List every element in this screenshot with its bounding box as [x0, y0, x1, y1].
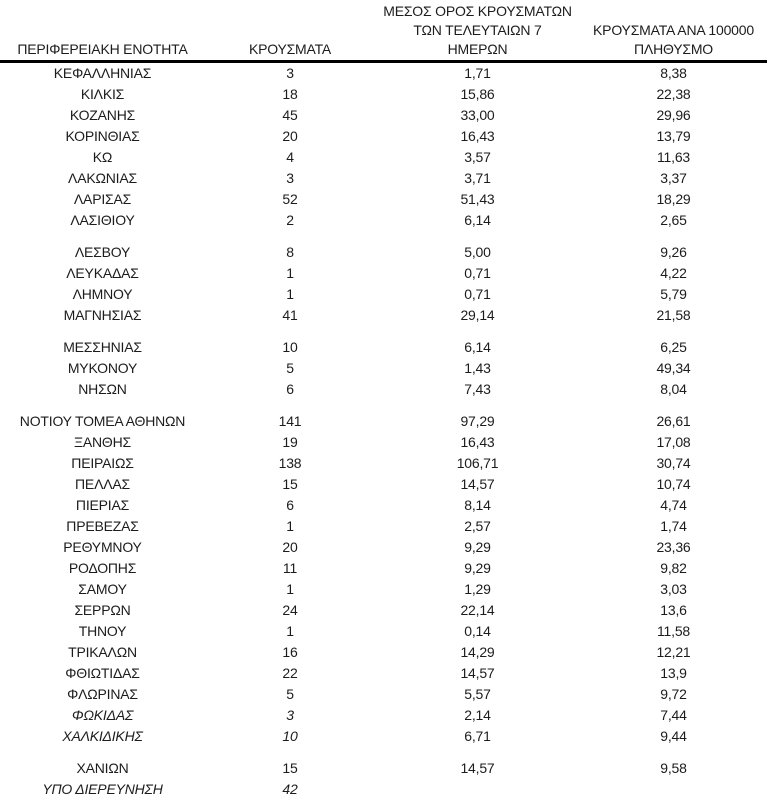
region-cell: ΠΙΕΡΙΑΣ [75, 497, 130, 513]
cases-cell: 20 [282, 128, 298, 144]
avg7-cell: 29,14 [460, 307, 495, 323]
column-header-cases [205, 0, 375, 62]
table-row [0, 105, 767, 126]
region-cell: ΧΑΛΚΙΔΙΚΗΣ [62, 728, 143, 744]
avg7-cell: 2,57 [464, 518, 491, 534]
per100k-cell: 7,44 [660, 707, 687, 723]
avg7-cell: 16,43 [460, 128, 495, 144]
table-row [0, 284, 767, 305]
region-cell: ΡΕΘΥΜΝΟΥ [63, 539, 142, 555]
avg7-cell: 6,14 [464, 339, 491, 355]
cases-cell: 42 [282, 781, 298, 797]
table-row [0, 705, 767, 726]
region-cell: ΚΕΦΑΛΛΗΝΙΑΣ [53, 65, 152, 81]
per100k-cell: 3,03 [660, 581, 687, 597]
avg7-cell: 9,29 [464, 539, 491, 555]
avg7-cell: 6,71 [464, 728, 491, 744]
avg7-cell: 14,57 [460, 476, 495, 492]
cases-cell: 1 [286, 265, 294, 281]
region-cell: ΝΗΣΩΝ [78, 381, 127, 397]
table-header [0, 0, 767, 62]
avg7-cell: 7,43 [464, 381, 491, 397]
per100k-cell: 9,44 [660, 728, 687, 744]
table-row [0, 726, 767, 747]
table-row [0, 263, 767, 284]
cases-cell: 22 [282, 665, 298, 681]
per100k-cell: 9,26 [660, 244, 687, 260]
per100k-cell: 17,08 [656, 434, 691, 450]
table-row [0, 621, 767, 642]
region-cell: ΜΕΣΣΗΝΙΑΣ [63, 339, 142, 355]
column-header-avg7 [375, 0, 580, 62]
cases-cell: 19 [282, 434, 298, 450]
region-cell: ΛΑΣΙΘΙΟΥ [70, 212, 135, 228]
table-row [0, 379, 767, 400]
avg7-cell: 5,57 [464, 686, 491, 702]
cases-cell: 3 [286, 170, 294, 186]
cases-cell: 5 [286, 686, 294, 702]
cases-cell: 3 [286, 65, 294, 81]
per100k-cell: 10,74 [656, 476, 691, 492]
avg7-cell: 14,29 [460, 644, 495, 660]
table-row [0, 147, 767, 168]
cases-cell: 1 [286, 286, 294, 302]
avg7-cell: 9,29 [464, 560, 491, 576]
cases-cell: 138 [278, 455, 302, 471]
table-row [0, 337, 767, 358]
column-header-avg7-line1: ΜΕΣΟΣ ΟΡΟΣ ΚΡΟΥΣΜΑΤΩΝ [383, 3, 572, 19]
per100k-cell [580, 779, 767, 800]
region-cell: ΛΗΜΝΟΥ [72, 286, 133, 302]
table-row [0, 411, 767, 432]
avg7-cell: 33,00 [460, 107, 495, 123]
per100k-cell: 9,72 [660, 686, 687, 702]
region-cell: ΠΕΙΡΑΙΩΣ [71, 455, 134, 471]
region-cell: ΜΥΚΟΝΟΥ [67, 360, 138, 376]
avg7-cell: 16,43 [460, 434, 495, 450]
cases-cell: 1 [286, 581, 294, 597]
per100k-cell: 21,58 [656, 307, 691, 323]
column-header-region [0, 0, 205, 62]
cases-cell: 15 [282, 476, 298, 492]
cases-cell: 45 [282, 107, 298, 123]
cases-cell: 8 [286, 244, 294, 260]
avg7-cell: 106,71 [456, 455, 499, 471]
table-row [0, 453, 767, 474]
table-row [0, 126, 767, 147]
avg7-cell: 51,43 [460, 191, 495, 207]
table-row [0, 642, 767, 663]
per100k-cell: 49,34 [656, 360, 691, 376]
per100k-cell: 30,74 [656, 455, 691, 471]
per100k-cell: 13,6 [660, 602, 687, 618]
avg7-cell: 15,86 [460, 86, 495, 102]
region-cell: ΛΑΚΩΝΙΑΣ [68, 170, 137, 186]
table-row [0, 474, 767, 495]
cases-cell: 10 [282, 728, 298, 744]
table-row [0, 579, 767, 600]
per100k-cell: 8,38 [660, 65, 687, 81]
region-cell: ΜΑΓΝΗΣΙΑΣ [63, 307, 142, 323]
table-row [0, 779, 767, 800]
table-body [0, 62, 767, 800]
cases-cell: 2 [286, 212, 294, 228]
per100k-cell: 4,74 [660, 497, 687, 513]
per100k-cell: 5,79 [660, 286, 687, 302]
column-header-cases-label: ΚΡΟΥΣΜΑΤΑ [248, 41, 332, 57]
cases-cell: 11 [282, 560, 298, 576]
table-row [0, 432, 767, 453]
per100k-cell: 4,22 [660, 265, 687, 281]
column-header-avg7-line2: ΤΩΝ ΤΕΛΕΥΤΑΙΩΝ 7 [413, 22, 542, 38]
avg7-cell: 6,14 [464, 212, 491, 228]
section-gap [0, 400, 767, 411]
table-row [0, 516, 767, 537]
cases-cell: 15 [282, 760, 298, 776]
per100k-cell: 26,61 [656, 413, 691, 429]
section-gap [0, 231, 767, 242]
avg7-cell: 14,57 [460, 760, 495, 776]
cases-cell: 20 [282, 539, 298, 555]
region-cell: ΥΠΟ ΔΙΕΡΕΥΝΗΣΗ [42, 781, 163, 797]
region-cell: ΚΙΛΚΙΣ [80, 86, 125, 102]
column-header-per100k-line1: ΚΡΟΥΣΜΑΤΑ ΑΝΑ 100000 [593, 22, 754, 38]
per100k-cell: 9,58 [660, 760, 687, 776]
cases-cell: 4 [286, 149, 294, 165]
section-gap [0, 326, 767, 337]
region-cell: ΡΟΔΟΠΗΣ [68, 560, 137, 576]
region-cell: ΣΑΜΟΥ [78, 581, 127, 597]
per100k-cell: 6,25 [660, 339, 687, 355]
region-cell: ΛΕΥΚΑΔΑΣ [66, 265, 139, 281]
region-cell: ΠΡΕΒΕΖΑΣ [66, 518, 139, 534]
avg7-cell: 22,14 [460, 602, 495, 618]
per100k-cell: 1,74 [660, 518, 687, 534]
cases-cell: 41 [282, 307, 298, 323]
column-header-region-label: ΠΕΡΙΦΕΡΕΙΑΚΗ ΕΝΟΤΗΤΑ [17, 41, 188, 57]
cases-cell: 24 [282, 602, 298, 618]
per100k-cell: 9,82 [660, 560, 687, 576]
column-header-per100k-line2: ΠΛΗΘΥΣΜΟ [634, 41, 713, 57]
region-cell: ΧΑΝΙΩΝ [76, 760, 129, 776]
avg7-cell: 14,57 [460, 665, 495, 681]
table-row [0, 242, 767, 263]
cases-cell: 1 [286, 518, 294, 534]
cases-cell: 10 [282, 339, 298, 355]
avg7-cell: 1,71 [464, 65, 491, 81]
avg7-cell: 0,14 [464, 623, 491, 639]
region-cell: ΦΘΙΩΤΙΔΑΣ [65, 665, 140, 681]
per100k-cell: 13,9 [660, 665, 687, 681]
region-cell: ΠΕΛΛΑΣ [75, 476, 130, 492]
region-cell: ΛΕΣΒΟΥ [74, 244, 131, 260]
per100k-cell: 18,29 [656, 191, 691, 207]
cases-cell: 16 [282, 644, 298, 660]
per100k-cell: 11,63 [657, 149, 690, 165]
avg7-cell: 3,71 [464, 170, 491, 186]
table-row [0, 358, 767, 379]
table-row [0, 495, 767, 516]
cases-cell: 3 [286, 707, 294, 723]
region-cell: ΚΟΖΑΝΗΣ [69, 107, 136, 123]
avg7-cell: 1,29 [464, 581, 491, 597]
cases-cell: 141 [278, 413, 302, 429]
region-cell: ΣΕΡΡΩΝ [74, 602, 131, 618]
cases-cell: 52 [282, 191, 298, 207]
per100k-cell: 13,79 [656, 128, 691, 144]
avg7-cell [375, 779, 580, 800]
avg7-cell: 0,71 [464, 265, 491, 281]
region-cell: ΦΩΚΙΔΑΣ [71, 707, 134, 723]
table-row [0, 684, 767, 705]
table-row [0, 600, 767, 621]
per100k-cell: 2,65 [660, 212, 687, 228]
avg7-cell: 1,43 [464, 360, 491, 376]
table-row [0, 758, 767, 779]
region-cell: ΞΑΝΘΗΣ [73, 434, 131, 450]
per100k-cell: 12,21 [656, 644, 691, 660]
table-row [0, 210, 767, 231]
cases-cell: 6 [286, 381, 294, 397]
per100k-cell: 11,58 [657, 623, 690, 639]
table-row [0, 84, 767, 105]
cases-cell: 6 [286, 497, 294, 513]
region-cell: ΦΛΩΡΙΝΑΣ [67, 686, 138, 702]
per100k-cell: 23,36 [656, 539, 691, 555]
region-cell: ΛΑΡΙΣΑΣ [73, 191, 132, 207]
table-row [0, 537, 767, 558]
per100k-cell: 8,04 [660, 381, 687, 397]
avg7-cell: 5,00 [464, 244, 491, 260]
cases-cell: 1 [286, 623, 294, 639]
column-header-avg7-line3: ΗΜΕΡΩΝ [447, 41, 508, 57]
cases-cell: 5 [286, 360, 294, 376]
table-row [0, 305, 767, 326]
per100k-cell: 22,38 [656, 86, 691, 102]
region-cell: ΝΟΤΙΟΥ ΤΟΜΕΑ ΑΘΗΝΩΝ [19, 413, 186, 429]
cases-cell: 18 [282, 86, 298, 102]
region-cell: ΚΩ [92, 149, 113, 165]
per100k-cell: 3,37 [660, 170, 687, 186]
avg7-cell: 8,14 [464, 497, 491, 513]
table-row [0, 558, 767, 579]
avg7-cell: 3,57 [464, 149, 491, 165]
avg7-cell: 0,71 [464, 286, 491, 302]
region-cell: ΤΗΝΟΥ [78, 623, 127, 639]
column-header-per100k [580, 0, 767, 62]
region-cell: ΤΡΙΚΑΛΩΝ [68, 644, 137, 660]
section-gap [0, 747, 767, 758]
header-row [0, 0, 767, 62]
table-row [0, 663, 767, 684]
avg7-cell: 2,14 [464, 707, 491, 723]
table-row [0, 189, 767, 210]
region-cell: ΚΟΡΙΝΘΙΑΣ [65, 128, 140, 144]
table-row [0, 168, 767, 189]
per100k-cell: 29,96 [656, 107, 691, 123]
avg7-cell: 97,29 [460, 413, 495, 429]
table-row [0, 62, 767, 85]
